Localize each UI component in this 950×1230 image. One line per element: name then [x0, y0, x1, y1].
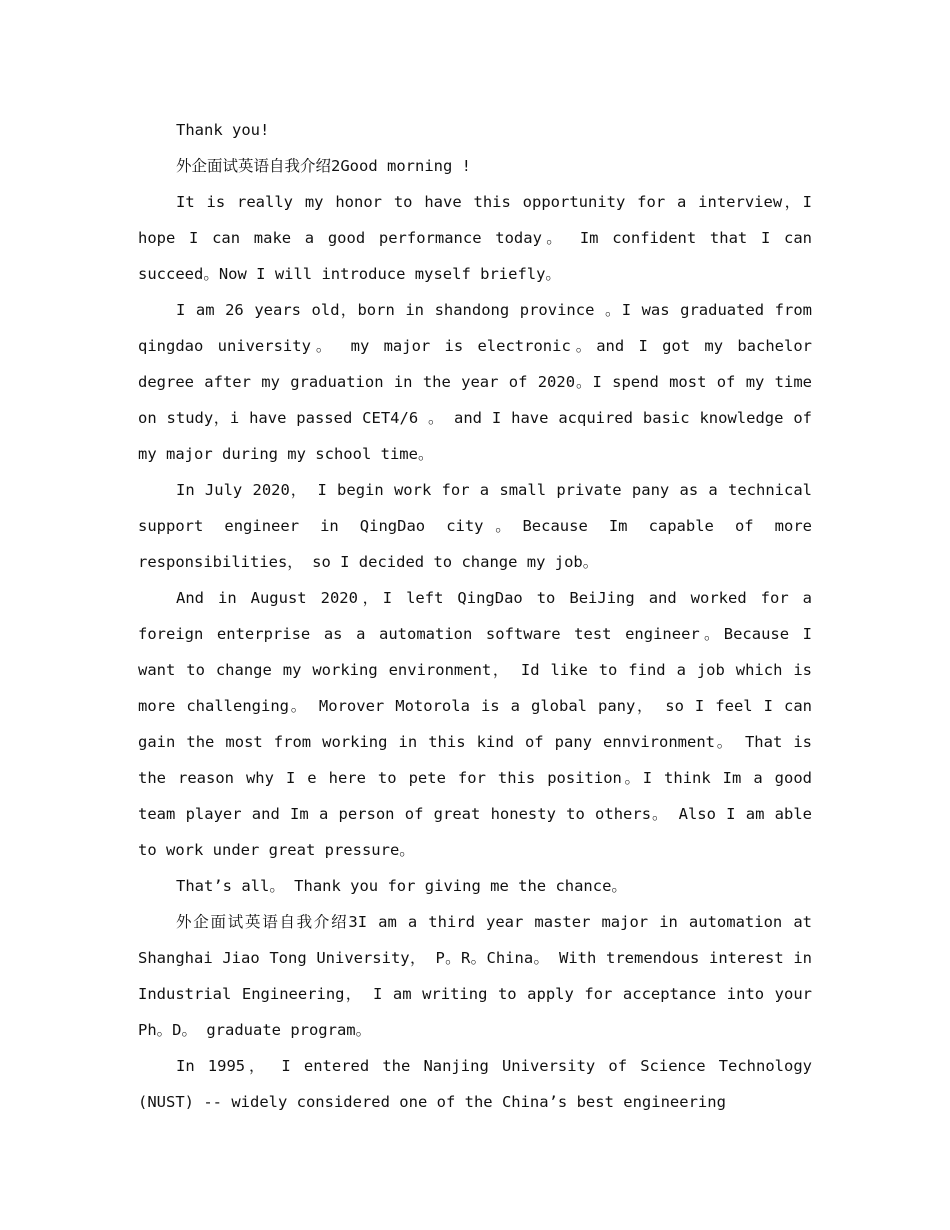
document-body	[138, 112, 812, 1120]
university-paragraph: In 1995， I entered the Nanjing University of Science Technology (NUST) -- widely considered one of the China’s best engineering	[138, 1057, 812, 1111]
closing-line: Thank you!	[176, 121, 270, 139]
thanks-line: That’s all。 Thank you for giving me the chance。	[176, 877, 627, 895]
education-paragraph: I am 26 years old，born in shandong province 。I was graduated from qingdao university。 my major is electronic。and I got my bachelor degree after my graduation in the year of 2020。I spend most of my time on study，i have passed CET4/6 。 and I have acquired basic knowledge of my major during my school time。	[138, 301, 812, 463]
section-heading-3-paragraph: 外企面试英语自我介绍3I am a third year master major in automation at Shanghai Jiao Tong University， P。R。China。 With tremendous interest in Industrial Engineering， I am writing to apply for acceptance into your Ph。D。 graduate program。	[138, 913, 812, 1039]
intro-paragraph: It is really my honor to have this opportunity for a interview，I hope I can make a good performance today。 Im confident that I can succeed。Now I will introduce myself briefly。	[138, 193, 812, 283]
first-job-paragraph: In July 2020， I begin work for a small private pany as a technical support engineer in QingDao city。Because Im capable of more responsibilities， so I decided to change my job。	[138, 481, 812, 571]
second-job-paragraph: And in August 2020，I left QingDao to BeiJing and worked for a foreign enterprise as a automation software test engineer。Because I want to change my working environment， Id like to find a job which is more challenging。 Morover Motorola is a global pany， so I feel I can gain the most from working in this kind of pany ennvironment。 That is the reason why I e here to pete for this position。I think Im a good team player and Im a person of great honesty to others。 Also I am able to work under great pressure。	[138, 589, 812, 859]
section-heading-2: 外企面试英语自我介绍2Good morning !	[176, 157, 471, 175]
